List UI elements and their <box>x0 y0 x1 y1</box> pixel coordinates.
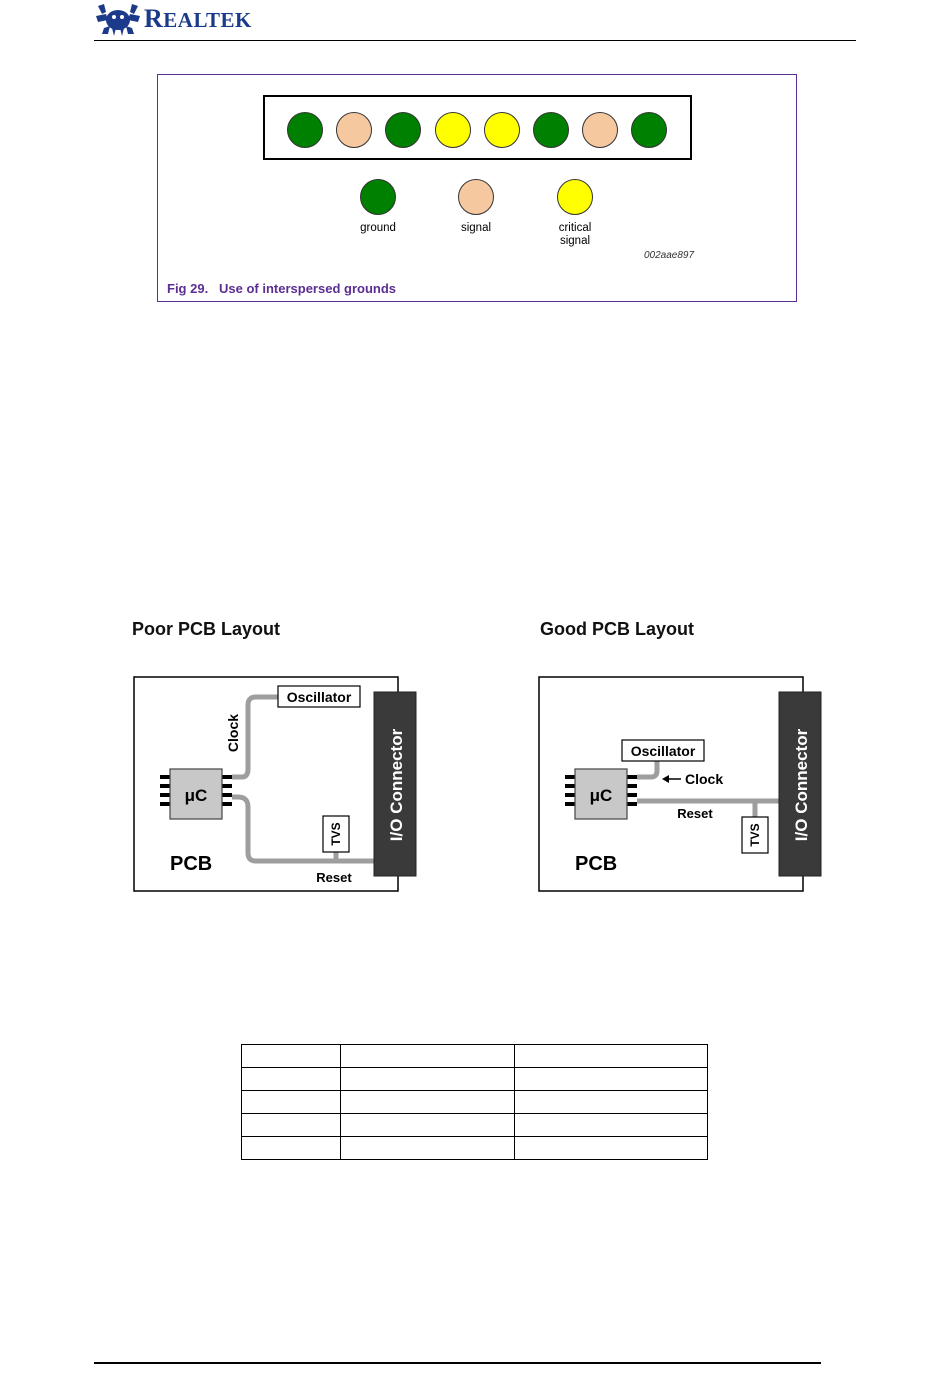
legend-signal-dot <box>458 179 494 215</box>
good-uc-label: μC <box>589 786 613 805</box>
good-oscillator-label: Oscillator <box>630 743 696 759</box>
good-tvs-label: TVS <box>748 823 762 847</box>
table-cell <box>340 1137 515 1160</box>
legend-critical-line1: critical <box>558 222 592 234</box>
table-cell <box>242 1091 341 1114</box>
pin-row-box <box>263 95 692 160</box>
table-cell <box>340 1091 515 1114</box>
pin-dot <box>287 112 323 148</box>
legend-critical-label <box>535 222 615 248</box>
pin-dot <box>631 112 667 148</box>
table-row <box>242 1045 708 1068</box>
header-rule <box>94 40 856 41</box>
legend-critical-line2: signal <box>559 235 591 247</box>
legend-signal-label: signal <box>460 222 492 234</box>
table-cell <box>515 1137 708 1160</box>
table-cell <box>515 1114 708 1137</box>
legend-ground-dot <box>360 179 396 215</box>
data-table <box>241 1044 708 1160</box>
good-clock-label: Clock <box>685 771 724 787</box>
poor-uc-label: μC <box>184 786 208 805</box>
table-cell <box>340 1068 515 1091</box>
poor-pcb-diagram <box>120 665 430 900</box>
pin-dot <box>582 112 618 148</box>
pin-dot <box>385 112 421 148</box>
table-row <box>242 1068 708 1091</box>
legend-critical-dot <box>557 179 593 215</box>
table-row <box>242 1114 708 1137</box>
logo-rest-letters: EALTEK <box>163 8 252 32</box>
table-body <box>242 1045 708 1160</box>
table-cell <box>242 1137 341 1160</box>
table-cell <box>515 1068 708 1091</box>
pin-dot <box>336 112 372 148</box>
footer-rule <box>94 1362 821 1364</box>
figure-caption: Fig 29. Use of interspersed grounds <box>167 281 396 296</box>
table-cell <box>340 1114 515 1137</box>
table-cell <box>515 1091 708 1114</box>
pin-dot <box>533 112 569 148</box>
good-pcb-label: PCB <box>575 853 618 875</box>
poor-reset-label: Reset <box>316 870 352 885</box>
pin-dot <box>435 112 471 148</box>
pin-dot <box>484 112 520 148</box>
good-reset-label: Reset <box>677 806 713 821</box>
table-cell <box>242 1068 341 1091</box>
legend-ground-label: ground <box>360 222 396 234</box>
table-cell <box>515 1045 708 1068</box>
table-cell <box>340 1045 515 1068</box>
poor-connector-label: I/O Connector <box>387 728 406 842</box>
good-connector-label: I/O Connector <box>792 728 811 842</box>
figure-code: 002aae897 <box>644 250 695 261</box>
poor-oscillator-label: Oscillator <box>286 689 352 705</box>
table-row <box>242 1091 708 1114</box>
poor-clock-label: Clock <box>225 713 241 753</box>
realtek-crab-icon <box>94 2 142 38</box>
good-pcb-diagram <box>525 665 835 900</box>
logo-wordmark <box>144 4 252 34</box>
table-cell <box>242 1045 341 1068</box>
poor-tvs-label: TVS <box>329 822 343 846</box>
table-cell <box>242 1114 341 1137</box>
good-pcb-title: Good PCB Layout <box>540 619 694 639</box>
logo-first-letter: R <box>144 4 164 33</box>
poor-pcb-label: PCB <box>170 853 213 875</box>
poor-pcb-title: Poor PCB Layout <box>132 619 281 639</box>
table-row <box>242 1137 708 1160</box>
